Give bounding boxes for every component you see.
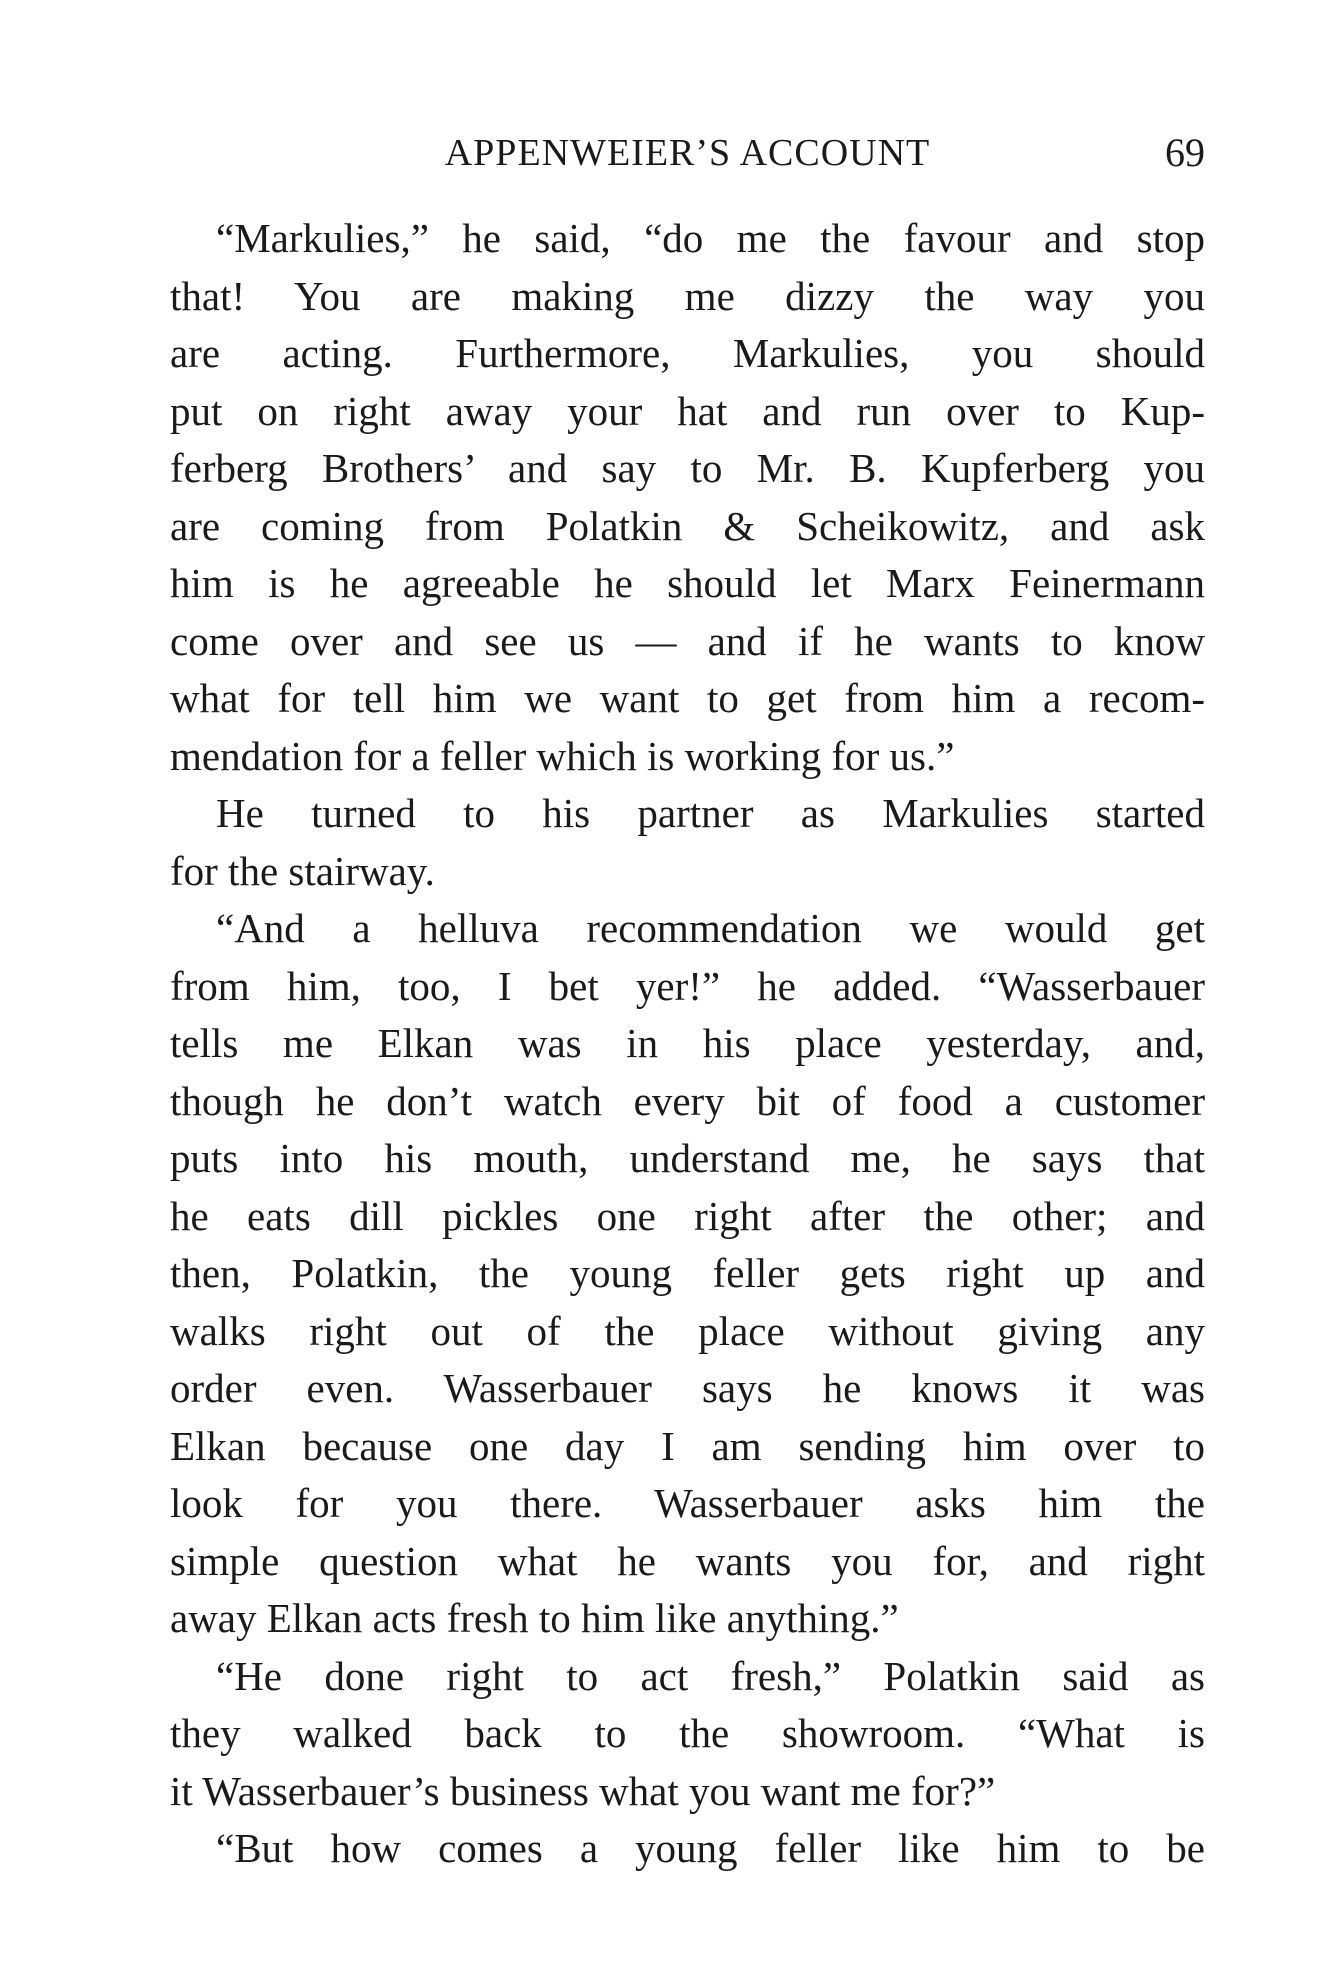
text-line: for the stairway.: [170, 847, 435, 894]
text-line: simple question what he wants you for, and right: [170, 1537, 1205, 1584]
text-line: “But how comes a young feller like him to be: [216, 1825, 1205, 1871]
text-line: “And a helluva recommendation we would get: [216, 905, 1205, 951]
text-line: are coming from Polatkin & Scheikowitz, and ask: [170, 502, 1205, 549]
text-line: puts into his mouth, understand me, he says that: [170, 1135, 1205, 1181]
text-line: him is he agreeable he should let Marx Feinermann: [170, 560, 1205, 606]
text-line: from him, too, I bet yer!” he added. “Wasserbauer: [170, 962, 1205, 1009]
text-line: look for you there. Wasserbauer asks him the: [170, 1480, 1205, 1526]
text-line: are acting. Furthermore, Markulies, you should: [170, 330, 1205, 376]
text-line: ferberg Brothers’ and say to Mr. B. Kupferberg you: [170, 445, 1205, 491]
text-line: “He done right to act fresh,” Polatkin said as: [216, 1652, 1205, 1699]
text-line: what for tell him we want to get from him a recom-: [170, 675, 1205, 721]
text-line: order even. Wasserbauer says he knows it was: [170, 1365, 1205, 1411]
text-line: mendation for a feller which is working for us.”: [170, 732, 955, 779]
text-line: put on right away your hat and run over to Kup-: [170, 387, 1205, 434]
text-line: Elkan because one day I am sending him over to: [170, 1422, 1205, 1469]
text-line: “Markulies,” he said, “do me the favour and stop: [216, 215, 1205, 261]
running-title: APPENWEIER’S ACCOUNT: [444, 132, 931, 174]
text-line: he eats dill pickles one right after the other; and: [170, 1192, 1205, 1239]
body-text: [170, 210, 1205, 1878]
text-line: they walked back to the showroom. “What is: [170, 1710, 1205, 1756]
text-line: though he don’t watch every bit of food a customer: [170, 1077, 1205, 1124]
text-line: tells me Elkan was in his place yesterday, and,: [170, 1020, 1205, 1066]
text-line: it Wasserbauer’s business what you want me for?”: [170, 1767, 996, 1814]
text-line: come over and see us — and if he wants to know: [170, 617, 1205, 664]
text-line: walks right out of the place without giving any: [170, 1307, 1205, 1354]
running-head: [170, 128, 1205, 178]
text-line: He turned to his partner as Markulies started: [216, 790, 1205, 836]
text-line: that! You are making me dizzy the way you: [170, 272, 1205, 319]
text-line: away Elkan acts fresh to him like anything.”: [170, 1595, 899, 1641]
page-number: 69: [1165, 130, 1205, 175]
text-line: then, Polatkin, the young feller gets right up and: [170, 1250, 1205, 1296]
